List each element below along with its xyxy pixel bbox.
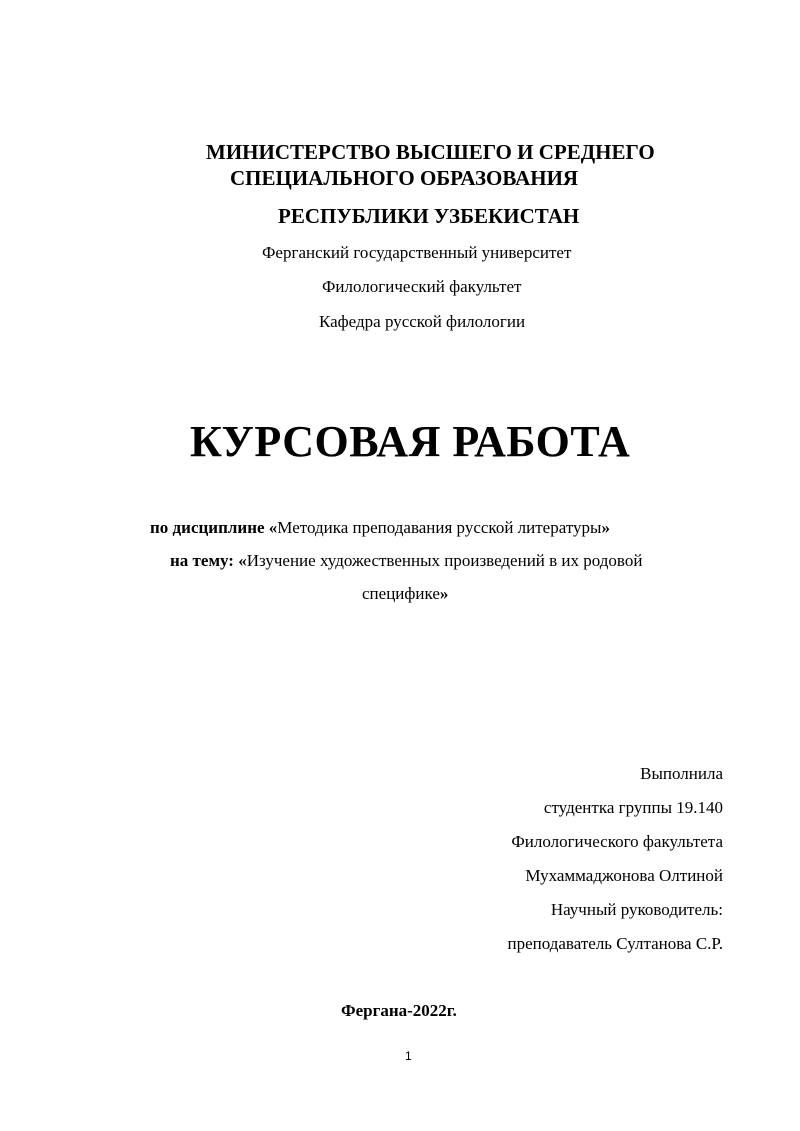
topic-line-2 [362,585,448,602]
department-name: Кафедра русской филологии [319,312,526,331]
topic-label: на тему: « [170,551,247,570]
supervisor-label: Научный руководитель: [550,900,723,919]
faculty-name: Филологический факультет [322,277,522,296]
ministry-line-3: РЕСПУБЛИКИ УЗБЕКИСТАН [278,204,580,228]
discipline-value: Методика преподавания русской литературы [277,518,602,537]
discipline-label: по дисциплине « [150,518,278,537]
topic-close: » [439,584,449,603]
university-name: Ферганский государственный университет [262,243,572,262]
city-year: Фергана-2022г. [341,1001,457,1020]
discipline-line [150,519,610,536]
author-name: Мухаммаджонова Олтиной [525,866,723,885]
ministry-line-2: СПЕЦИАЛЬНОГО ОБРАЗОВАНИЯ [230,166,579,190]
topic-line-1 [170,552,642,569]
document-title: КУРСОВАЯ РАБОТА [190,417,631,466]
author-group: студентка группы 19.140 [543,798,723,817]
author-performed: Выполнила [640,764,723,783]
topic-value-1: Изучение художественных произведений в их родовой [246,551,643,570]
author-faculty: Филологического факультета [511,832,723,851]
ministry-line-1: МИНИСТЕРСТВО ВЫСШЕГО И СРЕДНЕГО [206,140,655,164]
discipline-close: » [601,518,610,537]
topic-value-2: специфике [362,584,440,603]
page-number: 1 [405,1049,412,1063]
supervisor-name: преподаватель Султанова С.Р. [507,934,723,953]
